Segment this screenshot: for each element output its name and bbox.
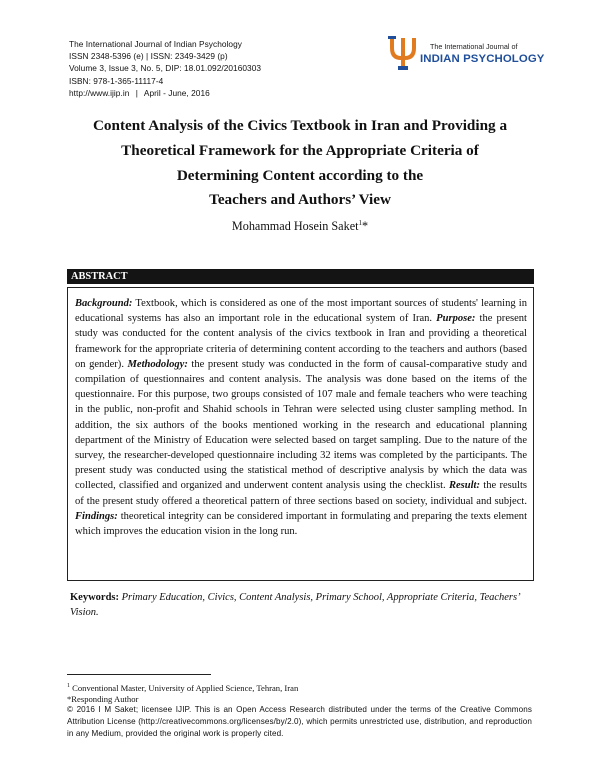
isbn-line: ISBN: 978-1-365-11117-4 — [69, 75, 164, 86]
author-asterisk: * — [362, 219, 369, 234]
title-line: Determining Content according to the — [176, 166, 424, 184]
paper-title — [60, 114, 540, 213]
purpose-label: Purpose: — [436, 313, 476, 325]
footnotes — [67, 681, 537, 705]
journal-name: The International Journal of Indian Psychology — [69, 39, 242, 49]
psi-symbol-icon — [386, 34, 420, 74]
title-line: Teachers and Authors’ View — [209, 191, 391, 209]
background-text: Textbook, which is considered as one of the most important sources of students' learning in educational systems has also an important role in the educational system of Iran. — [75, 298, 527, 325]
findings-label: Findings: — [75, 510, 118, 522]
result-label: Result: — [448, 480, 480, 492]
abstract-body — [67, 287, 534, 581]
background-label: Background: — [75, 298, 133, 309]
abstract-heading: ABSTRACT — [67, 269, 534, 284]
separator: | — [135, 87, 138, 98]
author-name: Mohammad Hosein Saket — [231, 219, 359, 234]
findings-text: theoretical integrity can be considered important in formulating and preparing the texts element which improves the education vision in the long run. — [75, 510, 527, 538]
keywords-text: Primary Education, Civics, Content Analysis, Primary School, Appropriate Criteria, Teachers’ Vision. — [70, 592, 520, 618]
url-date-line — [69, 87, 359, 99]
footnote-2: *Responding Author — [67, 694, 139, 705]
footnote-divider — [67, 674, 211, 675]
methodology-text: the present study was conducted in the form of causal-comparative study and compilation of questionnaires and content analysis. The analysis was done based on the items of the questionnaire. For this purpose, two groups consisted of 107 male and female teachers who were teaching in the public, non-profit and Shahid schools in Tehran were selected using cluster sampling method. In addition, the six authors of the books mentioned working in the research and educational planning department of the Ministry of Education were selected based on target sampling. Due to the nature of the survey, the researcher-developed questionnaire including 32 items was completed by the participants. The present study was conducted using the statistical method of descriptive analysis by which the data was collected, classified and organized and underwent content analysis using the checklist. — [75, 358, 527, 492]
author-affiliation-mark: 1 — [358, 219, 362, 227]
title-line: Content Analysis of the Civics Textbook in Iran and Providing a — [92, 117, 508, 134]
purpose-text: the present study was conducted for the content analysis of the civics textbook in Iran and providing a theoretical framework for the appropriate criteria of determining content according to the teachers and authors (based on gender). — [75, 313, 527, 370]
volume-line: Volume 3, Issue 3, No. 5, DIP: 18.01.092/20160303 — [69, 63, 262, 74]
result-text: the results of the present study offered a theoretical pattern of three sections based on society, individual and subject. — [75, 480, 527, 507]
title-line: Theoretical Framework for the Appropriate Criteria of — [121, 141, 479, 159]
journal-url[interactable]: http://www.ijip.in — [69, 87, 130, 98]
author-line — [60, 219, 540, 234]
keywords-label: Keywords: — [70, 592, 119, 603]
keywords — [70, 591, 532, 620]
footnote-1-text: Conventional Master, University of Applied Science, Tehran, Iran — [70, 682, 299, 693]
logo-line1: The International Journal of — [430, 42, 518, 51]
footnote-1-mark: 1 — [67, 683, 70, 689]
methodology-label: Methodology: — [127, 358, 188, 370]
logo-line2: INDIAN PSYCHOLOGY — [420, 53, 545, 65]
issn-line: ISSN 2348-5396 (e) | ISSN: 2349-3429 (p) — [69, 51, 228, 62]
journal-logo — [386, 34, 545, 74]
issue-date: April - June, 2016 — [143, 87, 210, 98]
license-notice: © 2016 I M Saket; licensee IJIP. This is an Open Access Research distributed under the terms of the Creative Commons Attribution License (http://creativecommons.org/licenses/by/2.0), which permits unrestricted use, distribution, and reproduction in any Medium, provided the original work is properly cited. — [67, 705, 532, 739]
journal-header — [69, 38, 359, 99]
footnote-1 — [67, 681, 537, 694]
